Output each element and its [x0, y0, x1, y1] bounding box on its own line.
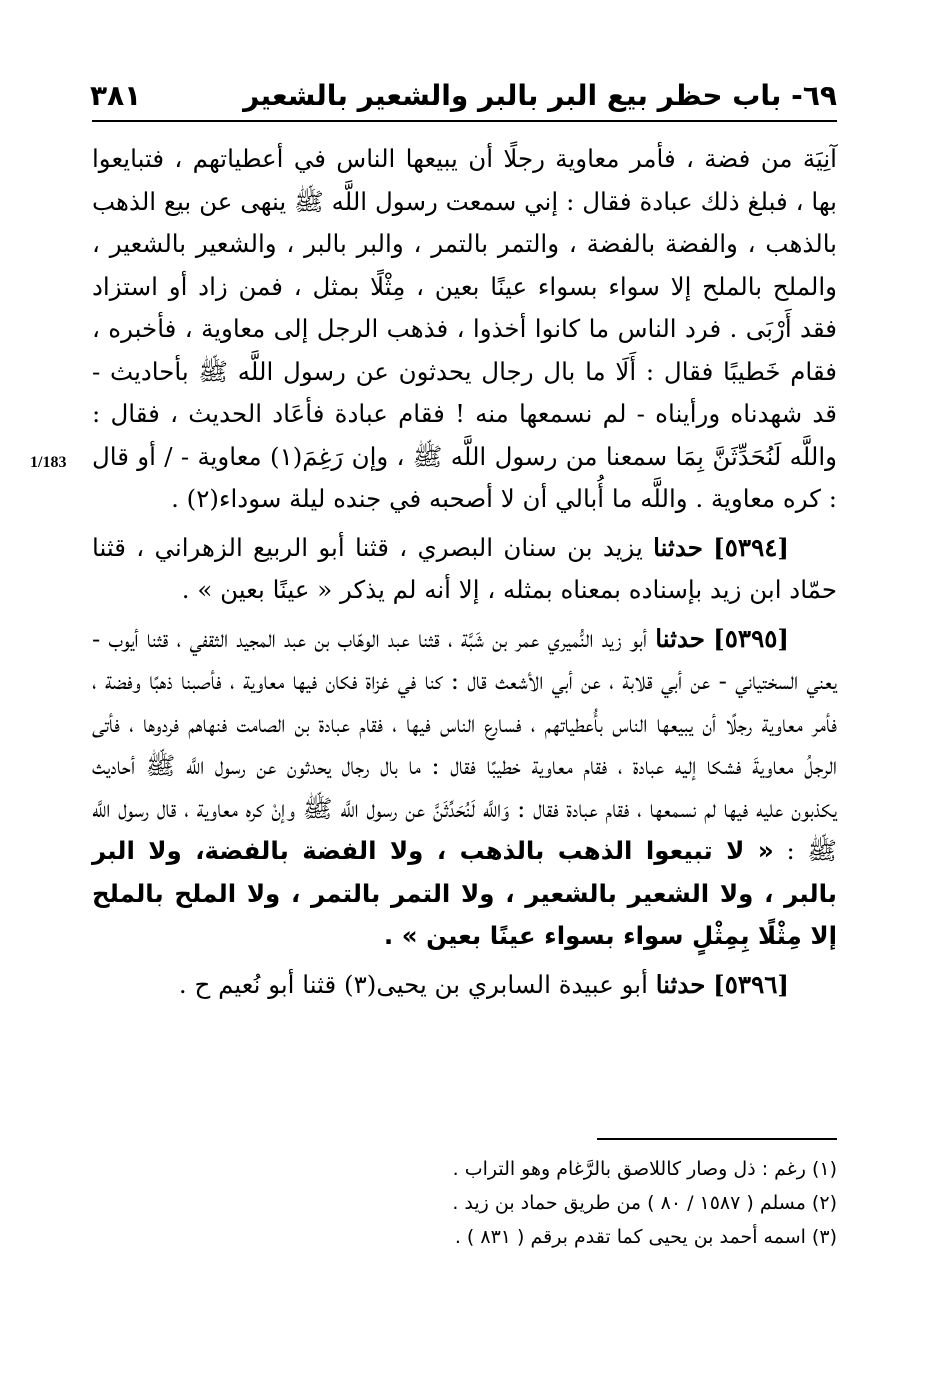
- hadith-opening: حدثنا: [655, 623, 705, 653]
- hadith-5396: [92, 964, 837, 1007]
- main-text: [92, 138, 837, 1006]
- page-header: [90, 62, 837, 112]
- margin-reference: 1/183: [30, 454, 67, 471]
- footnote-3: (٣) اسمه أحمد بن يحيى كما تقدم برقم ( ٨٣١ ) .: [454, 1226, 837, 1248]
- hadith-text: أبو عبيدة السابري بن يحيى(٣) قثنا أبو نُعيم ح .: [178, 969, 648, 999]
- hadith-text: يزيد بن سنان البصري ، قثنا أبو الربيع الزهراني ، قثنا حمّاد ابن زيد بإسناده بمعناه بمثله ، إلا أنه لم يذكر « عينًا بعين » .: [92, 532, 837, 604]
- hadith-opening: حدثنا: [653, 532, 703, 562]
- chapter-title: ٦٩- باب حظر بيع البر بالبر والشعير بالشعير: [243, 79, 837, 112]
- hadith-5395: [92, 618, 837, 958]
- hadith-number: [٥٣٩٤]: [713, 532, 789, 562]
- page-number: ٣٨١: [90, 79, 142, 112]
- hadith-number: [٥٣٩٦]: [713, 969, 789, 999]
- footnote-1: (١) رغم : ذل وصار كاللاصق بالرَّغام وهو التراب .: [452, 1158, 837, 1180]
- footnote-2: (٢) مسلم ( ١٥٨٧ / ٨٠ ) من طريق حماد بن زيد .: [452, 1192, 837, 1214]
- hadith-text: أبو زيد النُّميري عمر بن شَبَّة ، قثنا عبد الوهّاب بن عبد المجيد الثقفي ، قثنا أيوب - يعني السختياني - عن أبي قلابة ، عن أبي الأشعث قال : كنا في غزاة فكان فيها معاوية ، فأصبنا ذهبًا وفضة ، فأمر معاوية رجلًا أن يبيعها الناس بأُعطياتهم ، فسارع الناس فيها ، فقام عبادة بن الصامت فنهاهم فردوها ، فأتى الرجلُ معاويةَ فشكا إليه عبادة ، فقام معاوية خطيبًا فقال : ما بال رجال يحدثون عن رسول اللَّه ﷺ أحاديث يكذبون عليه فيها لم نسمعها ، فقام عبادة فقال : وَاللَّه لَنُحَدِّثَنَّ عن رسول اللَّه ﷺ وإنْ كره معاوية ، قال رسول اللَّه ﷺ :: [92, 623, 838, 865]
- hadith-opening: حدثنا: [655, 969, 706, 999]
- footnote-rule: [597, 1138, 837, 1140]
- hadith-5394: [92, 527, 837, 612]
- hadith-number: [٥٣٩٥]: [713, 623, 789, 653]
- footnotes: [120, 1152, 837, 1254]
- hadith-matn-bold: « لا تبيعوا الذهب بالذهب ، ولا الفضة بالفضة، ولا البر بالبر ، ولا الشعير بالشعير ، ولا التمر بالتمر ، ولا الملح بالملح إلا مِثْلًا بِمِثْلٍ سواء بسواء عينًا بعين » .: [92, 836, 837, 950]
- header-rule: [92, 120, 837, 122]
- paragraph-continuation: آنِيَة من فضة ، فأمر معاوية رجلًا أن يبيعها الناس في أعطياتهم ، فتبايعوا بها ، فبلغ ذلك عبادة فقال : إني سمعت رسول اللَّه ﷺ ينهى عن بيع الذهب بالذهب ، والفضة بالفضة ، والتمر بالتمر ، والبر بالبر ، والشعير بالشعير ، والملح بالملح إلا سواء بسواء عينًا بعين ، مِثْلًا بمثل ، فمن زاد أو استزاد فقد أَرْبَى . فرد الناس ما كانوا أخذوا ، فذهب الرجل إلى معاوية ، فأخبره ، فقام خَطيبًا فقال : أَلَا ما بال رجال يحدثون عن رسول اللَّه ﷺ بأحاديث - قد شهدناه ورأيناه - لم نسمعها منه ! فقام عبادة فأعَاد الحديث ، فقال : واللَّه لَنُحَدِّثَنَّ بِمَا سمعنا من رسول اللَّه ﷺ ، وإن رَغِمَ(١) معاوية - / أو قال : كره معاوية . واللَّه ما أُبالي أن لا أصحبه في جنده ليلة سوداء(٢) .: [92, 144, 838, 513]
